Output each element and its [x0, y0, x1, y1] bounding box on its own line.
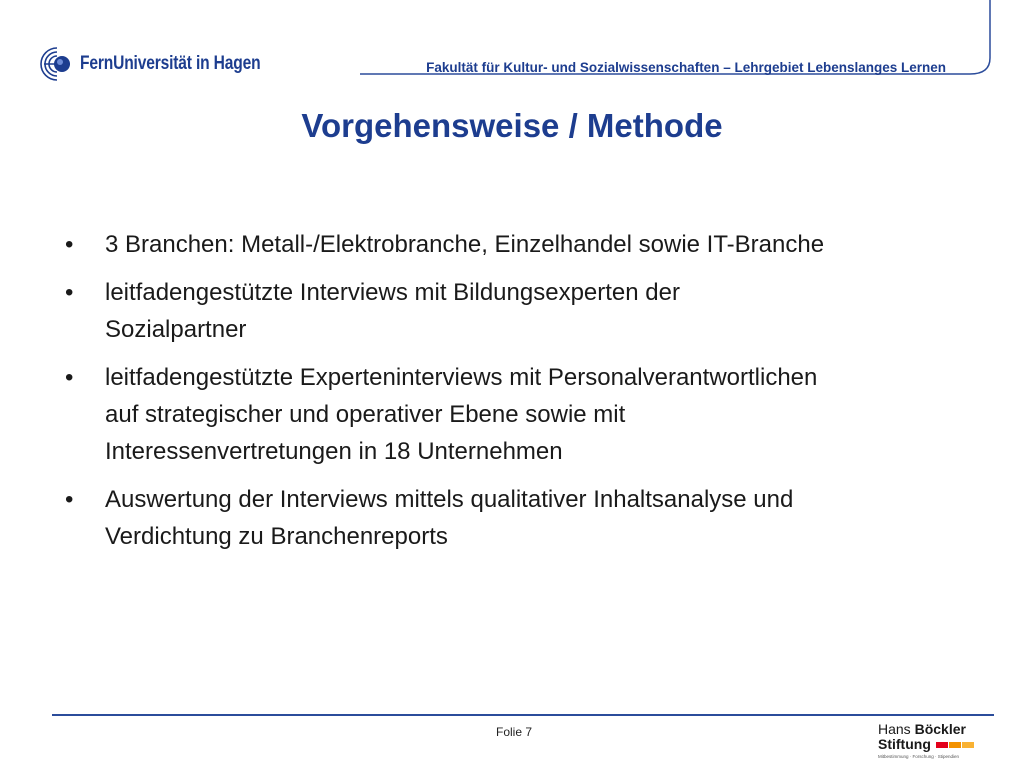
footer-divider	[52, 714, 994, 716]
slide-title: Vorgehensweise / Methode	[301, 107, 723, 144]
hans-boeckler-logo	[878, 722, 988, 764]
bullet-text: leitfadengestützte Experteninterviews mit Personalverantwortlichen auf strategischer und operativer Ebene sowie mit Interessenvertretungen in 18 Unternehmen	[105, 364, 818, 465]
bullet-marker: •	[65, 231, 74, 258]
hbs-bar	[936, 742, 948, 748]
bullet-item	[62, 226, 972, 263]
bullet-item	[62, 481, 972, 555]
hbs-name-regular: Hans	[878, 721, 911, 737]
bullet-text: Auswertung der Interviews mittels qualitativer Inhaltsanalyse und Verdichtung zu Branchenreports	[105, 486, 794, 550]
bullet-list	[62, 226, 972, 566]
faculty-header: Fakultät für Kultur- und Sozialwissenschaften – Lehrgebiet Lebenslanges Lernen	[426, 60, 946, 75]
bullet-text: leitfadengestützte Interviews mit Bildungsexperten der Sozialpartner	[105, 279, 680, 343]
hbs-line1	[878, 722, 988, 737]
hbs-line2	[878, 737, 988, 752]
bullet-item	[62, 274, 972, 348]
hbs-tagline: Mitbestimmung · Forschung · Stipendien	[878, 754, 960, 759]
hbs-bar	[949, 742, 961, 748]
hbs-bar	[962, 742, 974, 748]
bullet-marker: •	[65, 279, 74, 306]
bullet-item	[62, 359, 972, 470]
fernuni-globe-icon	[38, 44, 76, 84]
fernuni-logo	[38, 42, 300, 86]
bullet-marker: •	[65, 486, 74, 513]
hbs-color-bars	[936, 742, 975, 748]
slide-number: Folie 7	[496, 725, 533, 739]
hbs-name-bold: Böckler	[914, 721, 966, 737]
bullet-marker: •	[65, 364, 74, 391]
hbs-stiftung: Stiftung	[878, 736, 931, 752]
logo-text: FernUniversität in Hagen	[80, 53, 261, 74]
bullet-text: 3 Branchen: Metall-/Elektrobranche, Einzelhandel sowie IT-Branche	[105, 231, 825, 258]
